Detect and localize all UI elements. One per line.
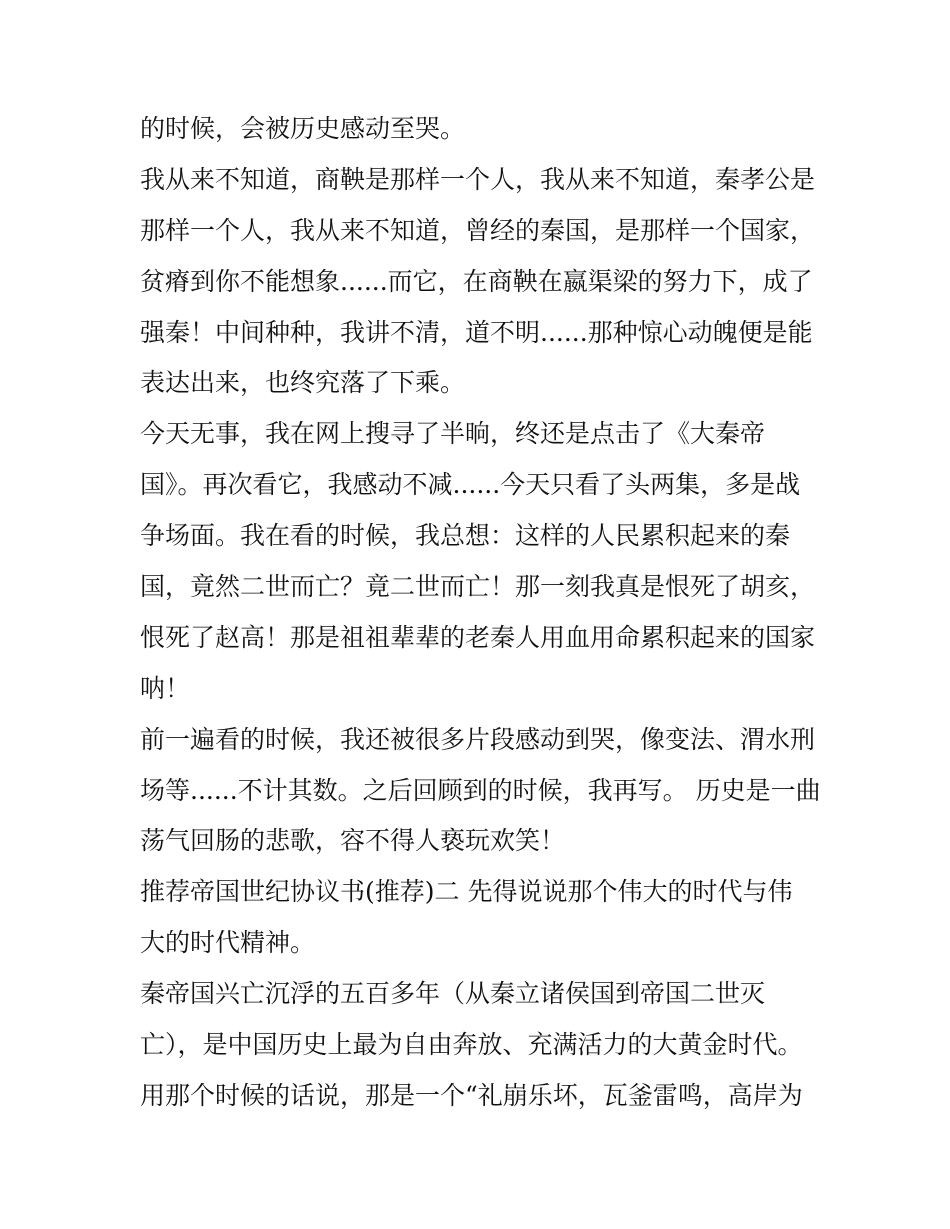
text-line-7: 今天无事，我在网上搜寻了半晌，终还是点击了《大秦帝	[140, 419, 766, 449]
text-line-9: 争场面。我在看的时候，我总想：这样的人民累积起来的秦	[140, 521, 791, 551]
body-text	[140, 104, 820, 1122]
text-line-12: 呐！	[140, 673, 191, 703]
text-line-4: 贫瘠到你不能想象......而它，在商鞅在嬴渠梁的努力下，成了	[140, 266, 813, 296]
text-line-17: 大的时代精神。	[140, 928, 316, 958]
text-line-18: 秦帝国兴亡沉浮的五百多年（从秦立诸侯国到帝国二世灭	[140, 979, 766, 1009]
text-line-11: 恨死了赵高！那是祖祖辈辈的老秦人用血用命累积起来的国家	[140, 622, 816, 652]
text-line-20: 用那个时候的话说，那是一个“礼崩乐坏，瓦釜雷鸣，高岸为	[140, 1080, 803, 1110]
text-line-1: 的时候，会被历史感动至哭。	[140, 114, 466, 143]
text-line-14: 场等......不计其数。之后回顾到的时候，我再写。 历史是一曲	[140, 775, 821, 805]
text-line-8: 国》。再次看它，我感动不减......今天只看了头两集，多是战	[140, 470, 801, 500]
text-line-19: 亡），是中国历史上最为自由奔放、充满活力的大黄金时代。	[140, 1030, 803, 1060]
text-line-13: 前一遍看的时候，我还被很多片段感动到哭，像变法、渭水刑	[140, 724, 816, 754]
text-line-10: 国，竟然二世而亡？竟二世而亡！那一刻我真是恨死了胡亥，	[140, 572, 816, 602]
text-line-15: 荡气回肠的悲歌，容不得人亵玩欢笑！	[140, 826, 566, 856]
text-line-5: 强秦！中间种种，我讲不清，道不明......那种惊心动魄便是能	[140, 317, 813, 347]
text-line-16: 推荐帝国世纪协议书(推荐)二 先得说说那个伟大的时代与伟	[140, 877, 793, 907]
text-line-3: 那样一个人，我从来不知道，曾经的秦国，是那样一个国家，	[140, 215, 816, 245]
text-line-6: 表达出来，也终究落了下乘。	[140, 368, 466, 398]
text-line-2: 我从来不知道，商鞅是那样一个人，我从来不知道，秦孝公是	[140, 164, 816, 194]
